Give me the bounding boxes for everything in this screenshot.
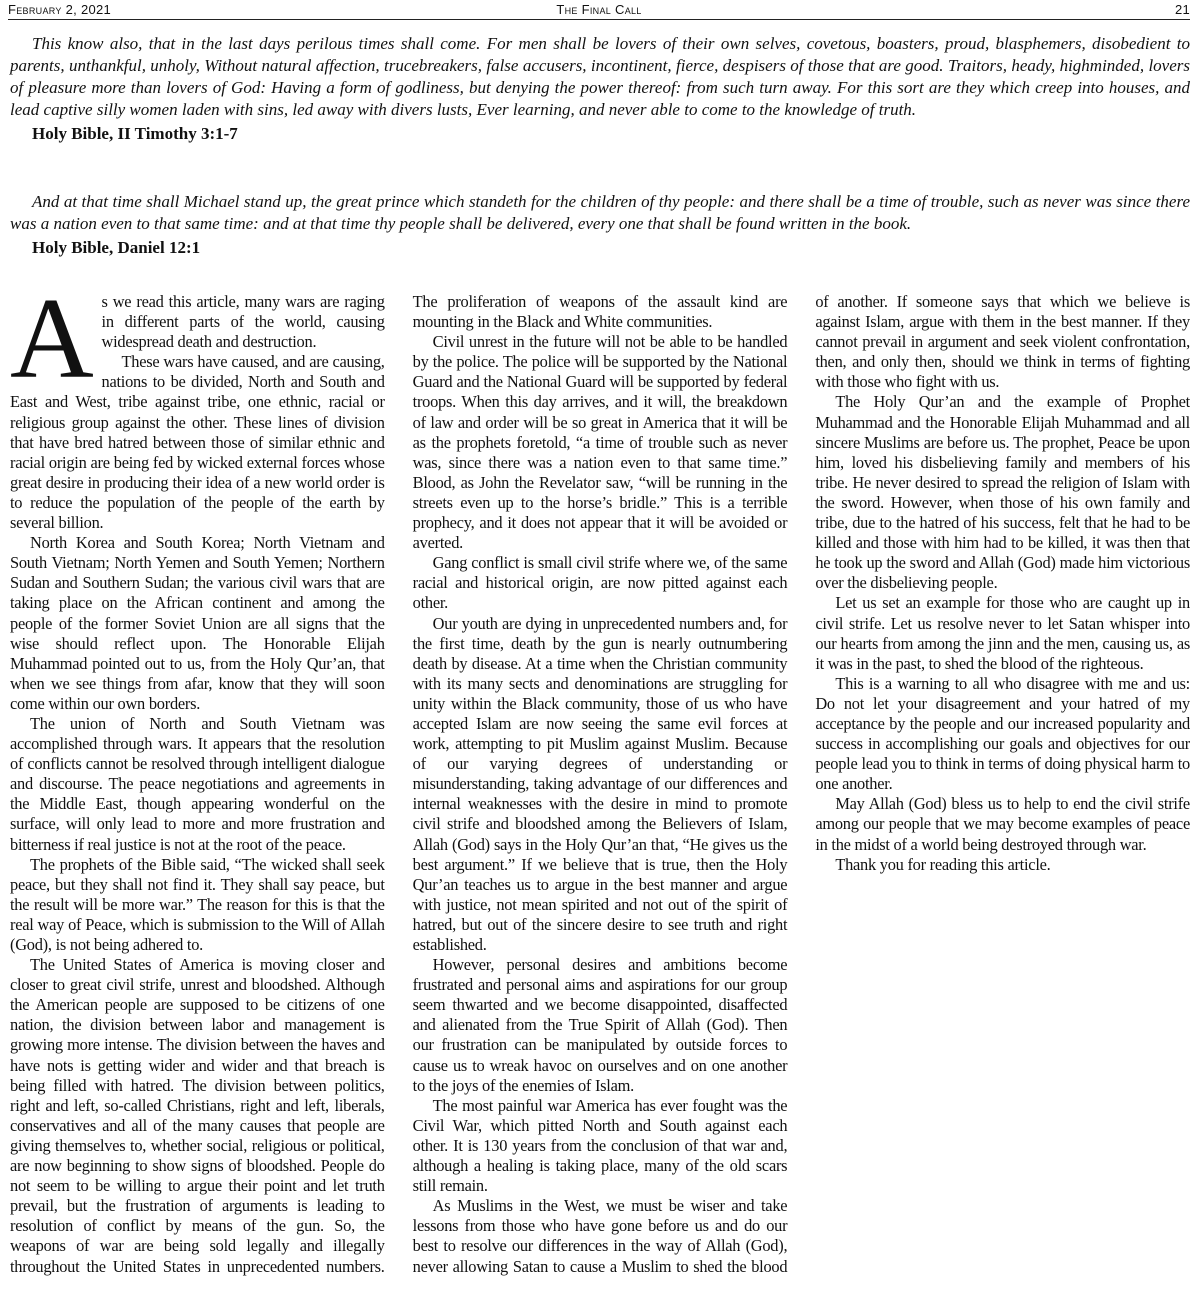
article-paragraph: The union of North and South Vietnam was accomplished through wars. It appears that the resolution of conflicts cannot be resolved through intelligent dialogue and discourse. The peace negotiations and agreements in the Middle East, though appearing wonderful on the surface, will only lead to more and more frustration and bitterness if real justice is not at the root of the peace.: [10, 713, 385, 854]
quote-text: This know also, that in the last days perilous times shall come. For men shall be lovers of their own selves, covetous, boasters, proud, blasphemers, disobedient to parents, unthankful, unholy, Without natural affection, trucebreakers, false accusers, incontinent, fierce, despisers of those that are good. Traitors, heady, highminded, lovers of pleasure more than lovers of God: Having a form of godliness, but denying the power thereof: from such turn away. For this sort are they which creep into houses, and lead captive silly women laden with sins, led away with divers lusts, Ever learning, and never able to come to the knowledge of truth.: [10, 34, 1190, 119]
quote-source: Holy Bible, Daniel 12:1: [32, 238, 201, 257]
article-paragraph: Thank you for reading this article.: [835, 854, 1051, 874]
quote-text: And at that time shall Michael stand up, the great prince which standeth for the children of thy people: and there shall be a time of trouble, such as never was since there was a nation even to that same time: and at that time thy people shall be delivered, every one that shall be found written in the book.: [10, 192, 1190, 233]
article-paragraph: These wars have caused, and are causing, nations to be divided, North and South and East and West, tribe against tribe, one ethnic, racial or religious group against the other. These lines of division that have bred hatred between those of similar ethnic and racial origin are being fed by wicked external forces whose great desire in producing their idea of a new world order is to reduce the population of the people of the earth by several billion.: [10, 352, 385, 533]
article-paragraph: Civil unrest in the future will not be able to be handled by the police. The police will be supported by the National Guard and the National Guard will be supported by federal troops. When this day arrives, and it will, the breakdown of law and order will be so great in America that it will be as the prophets foretold, “a time of trouble such as never was, since there was a nation even to that same time.” Blood, as John the Revelator saw, “will be running in the streets even up to the horse’s bridle.” This is a terrible prophecy, and it does not appear that it will be avoided or averted.: [412, 332, 788, 553]
article-paragraph: [10, 292, 385, 403]
article-paragraph: As Muslims in the West, we must be wiser and take lessons from those who have gone before us and do our best to resolve our differences in the way of Allah (God), never allowing Satan to cause a Muslim to shed the blood of another. If someone says that which we believe is against Islam, argue with them in the best manner. If they cannot prevail in argument and seek violent confrontation, then, and only then, should we think in terms of fighting with those who fight with us.: [412, 292, 1190, 1276]
article-body: [10, 292, 1190, 1296]
page-number: 21: [1174, 2, 1190, 17]
scripture-quote: [10, 191, 1190, 259]
scripture-quote: [10, 33, 1190, 145]
article-paragraph: Our youth are dying in unprecedented numbers and, for the first time, death by the gun is nearly outnumbering death by disease. At a time when the Christian community with its many sects and denominations are struggling for unity within the Black community, those of us who have accepted Islam are now seeing the same evil forces at work, attempting to pit Muslim against Muslim. Because of our varying degrees of understanding or misunderstanding, taking advantage of our differences and internal weaknesses with the desire in mind to promote civil strife and bloodshed among the Believers of Islam, Allah (God) says in the Holy Qur’an that, “He gives us the best argument.” If we believe that is true, then the Holy Qur’an teaches us to argue in the best manner and argue with justice, not mean spirited and not out of the spirit of hatred, but out of the sincere desire to see truth and right established.: [412, 613, 788, 954]
header-rule: [8, 19, 1190, 20]
article-paragraph: North Korea and South Korea; North Vietnam and South Vietnam; North Yemen and South Yemen; Northern Sudan and Southern Sudan; the various civil wars that are taking place on the African continent and among the people of the former Soviet Union are all signs that the wise should reflect upon. The Honorable Elijah Muhammad pointed out to us, from the Holy Qur’an, that when we see things from afar, know that they will soon come within our own borders.: [10, 533, 385, 713]
publication-name: The Final Call: [556, 2, 642, 17]
article-paragraph: However, personal desires and ambitions become frustrated and personal aims and aspirations for our group seem thwarted and we become disappointed, disaffected and alienated from the True Spirit of Allah (God). Then our frustration can be manipulated by outside forces to cause us to wreak havoc on ourselves and on one another to the joys of the enemies of Islam.: [412, 955, 788, 1095]
page-header: [8, 2, 1190, 19]
article-paragraph: The most painful war America has ever fought was the Civil War, which pitted North and South against each other. It is 130 years from the conclusion of that war and, although a healing is taking place, many of the old scars still remain.: [412, 1095, 788, 1196]
article-paragraph: Let us set an example for those who are caught up in civil strife. Let us resolve never to let Satan whisper into our hearts from among the jinn and the men, causing us, as it was in the past, to shed the blood of the righteous.: [815, 593, 1190, 673]
article-paragraph: The Holy Qur’an and the example of Prophet Muhammad and the Honorable Elijah Muhammad and all sincere Muslims are before us. The prophet, Peace be upon him, loved his disbelieving family and members of his tribe. He never desired to spread the religion of Islam with the sword. However, when those of his own family and tribe, due to the hatred of his success, felt that he had to be killed and those with him had to be killed, it was then that he took up the sword and Allah (God) made him victorious over the disbelieving people.: [815, 392, 1190, 593]
article-paragraph: The prophets of the Bible said, “The wicked shall seek peace, but they shall not find it. They shall say peace, but the result will be more war.” The reason for this is that the real way of Peace, which is submission to the Will of Allah (God), is not being adhered to.: [10, 854, 385, 954]
article-paragraph: May Allah (God) bless us to help to end the civil strife among our people that we may become examples of peace in the midst of a world being destroyed through war.: [815, 794, 1190, 854]
article-paragraph: This is a warning to all who disagree with me and us: Do not let your disagreement and your hatred of my acceptance by the people and our increased popularity and success in accomplishing our goals and objectives for our people lead you to think in terms of doing physical harm to one another.: [815, 673, 1190, 794]
article-paragraph: Gang conflict is small civil strife where we, of the same racial and historical origin, are now pitted against each other.: [412, 553, 788, 613]
drop-cap: A: [10, 292, 94, 403]
issue-date: February 2, 2021: [8, 2, 112, 17]
article-paragraph: The United States of America is moving closer and closer to great civil strife, unrest and bloodshed. Although the American people are supposed to be citizens of one nation, the division between labor and management is growing more intense. The division between the haves and have nots is getting wider and wider and that breach is being filled with hatred. The division between politics, right and left, so-called Christians, right and left, liberals, conservatives and all of the many causes that people are giving themselves to, whether social, religious or political, are now beginning to show signs of bloodshed. People do not seem to be willing to argue their point and let truth prevail, but the frustration of arguments is leading to resolution of conflict by means of the gun. So, the weapons of war are being sold legally and illegally throughout the United States in unprecedented numbers. The proliferation of weapons of the assault kind are mounting in the Black and White communities.: [10, 292, 788, 1276]
quote-source: Holy Bible, II Timothy 3:1-7: [32, 124, 238, 143]
paragraph-text: s we read this article, many wars are raging in different parts of the world, causing widespread death and destruction.: [101, 292, 385, 352]
